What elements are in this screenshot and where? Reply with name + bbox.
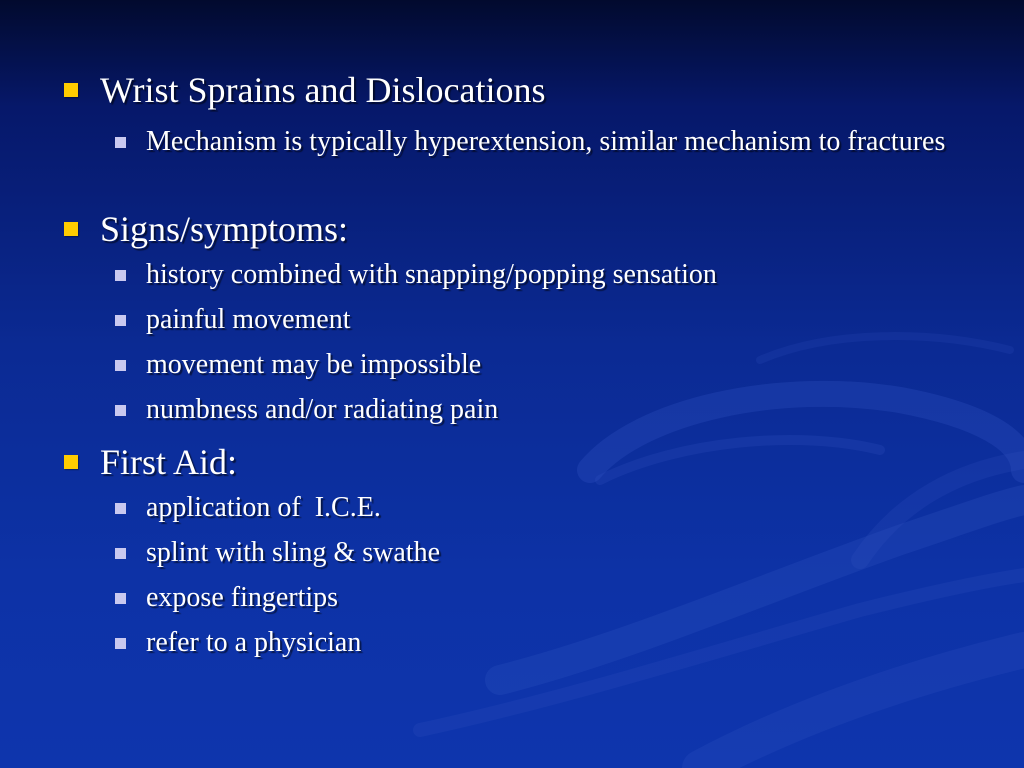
bullet-signs-symptoms (100, 209, 348, 249)
bullet-text: Wrist Sprains and Dislocations (100, 70, 546, 110)
sub-bullet-mechanism (146, 124, 966, 160)
sub-bullet-text: splint with sling & swathe (146, 537, 440, 568)
square-bullet-icon (115, 593, 126, 604)
square-bullet-icon (64, 83, 78, 97)
square-bullet-icon (115, 270, 126, 281)
sub-bullet-fingertips (146, 580, 966, 616)
sub-bullet-numbness (146, 392, 966, 428)
sub-bullet-history (146, 257, 966, 293)
sub-bullet-painful-movement (146, 302, 966, 338)
square-bullet-icon (115, 638, 126, 649)
bullet-text: First Aid: (100, 442, 238, 482)
square-bullet-icon (64, 222, 78, 236)
square-bullet-icon (115, 503, 126, 514)
sub-bullet-text: history combined with snapping/popping sensation (146, 259, 717, 290)
square-bullet-icon (115, 315, 126, 326)
bullet-wrist-sprains (100, 70, 546, 110)
sub-bullet-text: painful movement (146, 304, 351, 335)
sub-bullet-text: movement may be impossible (146, 349, 482, 380)
square-bullet-icon (64, 455, 78, 469)
bullet-first-aid (100, 442, 237, 482)
sub-bullet-text: numbness and/or radiating pain (146, 394, 499, 425)
sub-bullet-physician (146, 625, 966, 661)
square-bullet-icon (115, 360, 126, 371)
bullet-text: Signs/symptoms: (100, 209, 349, 249)
sub-bullet-text: refer to a physician (146, 627, 362, 658)
sub-bullet-splint (146, 535, 966, 571)
sub-bullet-text: application of I.C.E. (146, 492, 381, 523)
sub-bullet-movement-impossible (146, 347, 966, 383)
sub-bullet-text: expose fingertips (146, 582, 339, 613)
square-bullet-icon (115, 137, 126, 148)
square-bullet-icon (115, 405, 126, 416)
square-bullet-icon (115, 548, 126, 559)
sub-bullet-ice (146, 490, 966, 526)
sub-bullet-text: Mechanism is typically hyperextension, similar mechanism to fractures (146, 126, 946, 157)
